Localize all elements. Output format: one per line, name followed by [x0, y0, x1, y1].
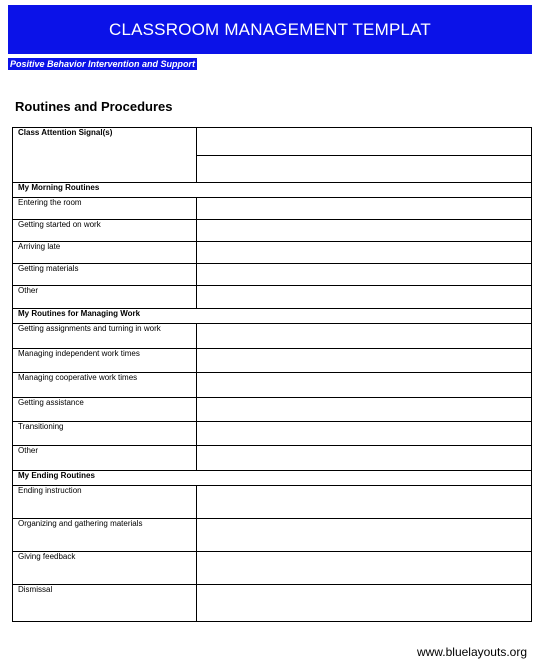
routine-response-field[interactable] — [197, 264, 532, 286]
routine-response-field[interactable] — [197, 422, 532, 446]
routine-label: Dismissal — [13, 585, 197, 622]
routines-table — [12, 127, 532, 622]
routine-label: Arriving late — [13, 242, 197, 264]
routine-response-field[interactable] — [197, 324, 532, 349]
routine-response-field[interactable] — [197, 286, 532, 309]
routine-label: Transitioning — [13, 422, 197, 446]
ending-routines-heading: My Ending Routines — [13, 471, 532, 486]
attention-signal-field-1[interactable] — [197, 128, 532, 156]
routine-response-field[interactable] — [197, 198, 532, 220]
routine-response-field[interactable] — [197, 220, 532, 242]
routine-label: Getting assistance — [13, 398, 197, 422]
routine-label: Managing independent work times — [13, 349, 197, 373]
routine-response-field[interactable] — [197, 519, 532, 552]
attention-signal-label: Class Attention Signal(s) — [13, 128, 197, 183]
routine-response-field[interactable] — [197, 446, 532, 471]
footer-website: www.bluelayouts.org — [416, 645, 527, 659]
morning-routines-heading: My Morning Routines — [13, 183, 532, 198]
routine-label: Organizing and gathering materials — [13, 519, 197, 552]
routine-label: Entering the room — [13, 198, 197, 220]
routine-response-field[interactable] — [197, 242, 532, 264]
managing-work-heading: My Routines for Managing Work — [13, 309, 532, 324]
page-title: CLASSROOM MANAGEMENT TEMPLAT — [108, 19, 432, 39]
routine-label: Getting materials — [13, 264, 197, 286]
routine-label: Other — [13, 286, 197, 309]
routine-label: Getting started on work — [13, 220, 197, 242]
routine-response-field[interactable] — [197, 373, 532, 398]
title-banner — [8, 5, 532, 54]
attention-signal-field-2[interactable] — [197, 156, 532, 183]
routine-label: Giving feedback — [13, 552, 197, 585]
routine-response-field[interactable] — [197, 486, 532, 519]
routine-label: Ending instruction — [13, 486, 197, 519]
routine-response-field[interactable] — [197, 585, 532, 622]
routine-label: Managing cooperative work times — [13, 373, 197, 398]
subtitle-banner: Positive Behavior Intervention and Support — [10, 59, 196, 69]
section-title: Routines and Procedures — [15, 99, 173, 114]
routine-response-field[interactable] — [197, 398, 532, 422]
routine-response-field[interactable] — [197, 349, 532, 373]
routine-label: Getting assignments and turning in work — [13, 324, 197, 349]
routine-response-field[interactable] — [197, 552, 532, 585]
routine-label: Other — [13, 446, 197, 471]
